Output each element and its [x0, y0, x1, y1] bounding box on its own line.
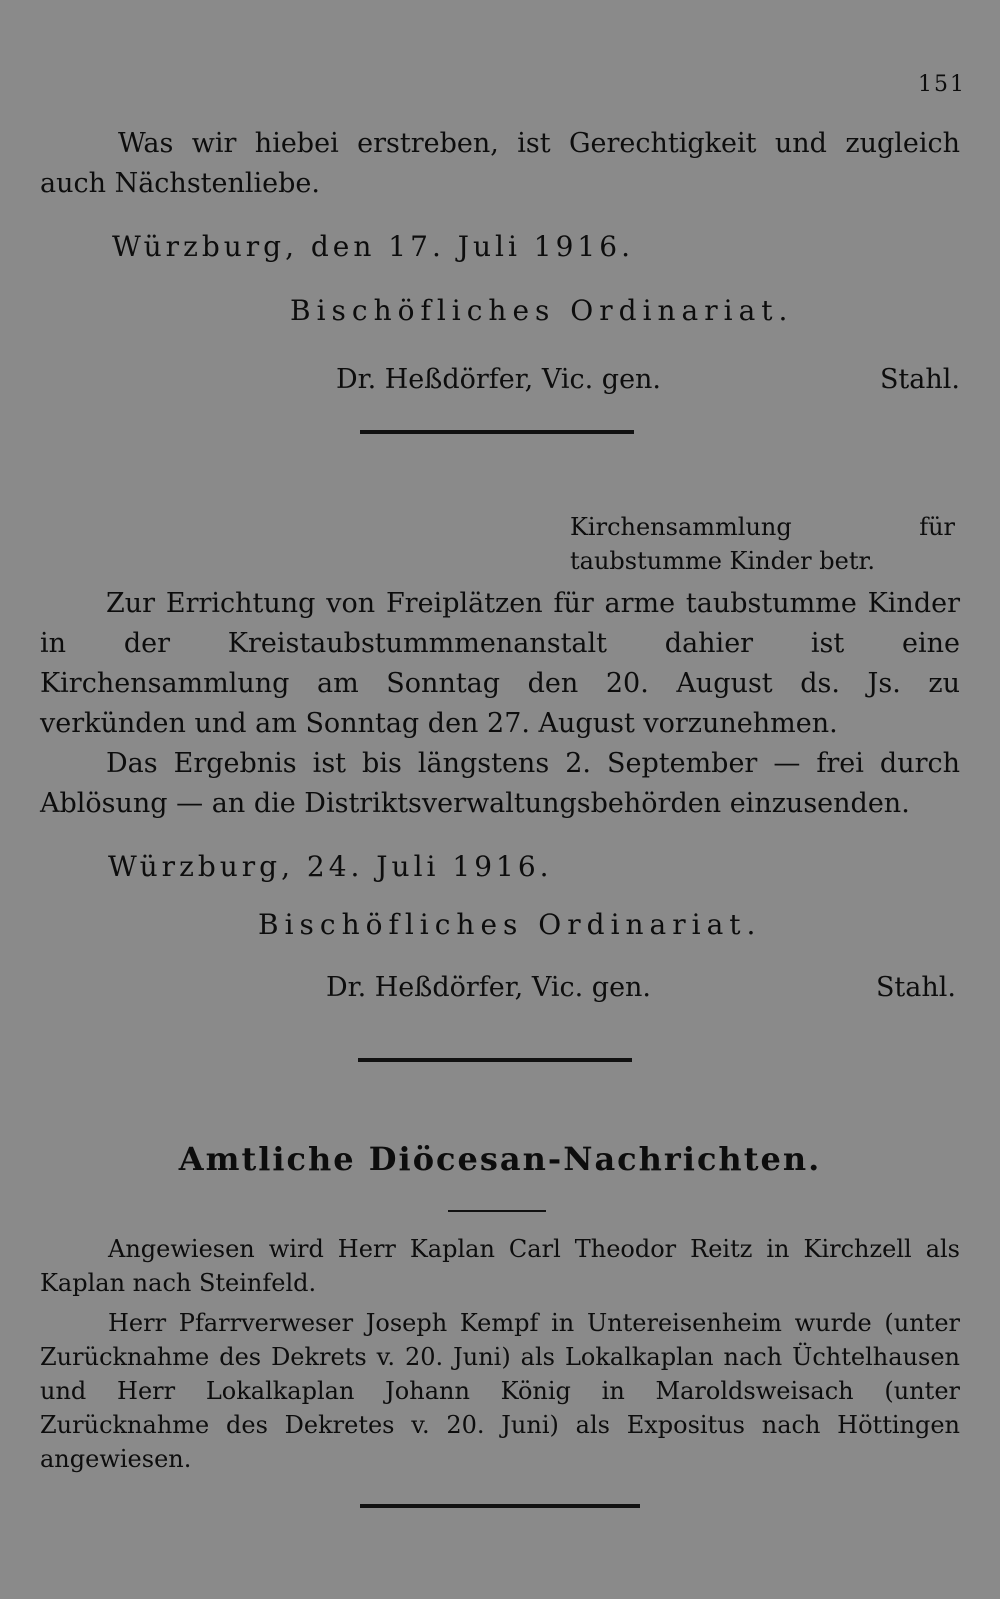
- place-date-1: Würzburg, den 17. Juli 1916.: [112, 230, 634, 263]
- signer-left-2: Dr. Heßdörfer, Vic. gen.: [326, 972, 652, 1003]
- news-paragraph-2: Herr Pfarrverweser Joseph Kempf in Untereisenheim wurde (unter Zurücknahme des Dekrets v. 20. Juni) als Lokalkaplan nach Üchtelhausen und Herr Lokalkaplan Johann König in Maroldsweisach (unter Zurücknahme des Dekretes v. 20. Juni) als Expositus nach Höttingen angewiesen.: [40, 1309, 960, 1473]
- margin-note: Kirchensammlung für taubstumme Kinder betr.: [570, 513, 955, 575]
- signer-right-2: Stahl.: [875, 972, 956, 1003]
- authority-2: Bischöfliches Ordinariat.: [258, 908, 762, 941]
- separator-rule-3: [360, 1504, 640, 1508]
- signer-right-1: Stahl.: [879, 364, 960, 395]
- heading-rule: [448, 1210, 546, 1212]
- news-heading: Amtliche Diöcesan-Nachrichten.: [178, 1140, 822, 1178]
- place-date-2: Würzburg, 24. Juli 1916.: [108, 850, 553, 883]
- authority-1: Bischöfliches Ordinariat.: [290, 294, 794, 327]
- news-paragraph-1: Angewiesen wird Herr Kaplan Carl Theodor Reitz in Kirchzell als Kaplan nach Steinfeld.: [40, 1235, 960, 1297]
- closing-paragraph: Was wir hiebei erstreben, ist Gerechtigkeit und zugleich auch Nächstenliebe.: [40, 128, 960, 199]
- result-paragraph: Das Ergebnis ist bis längstens 2. September — frei durch Ablösung — an die Distriktsverwaltungsbehörden einzusenden.: [40, 748, 960, 819]
- signer-left-1: Dr. Heßdörfer, Vic. gen.: [336, 364, 662, 395]
- page-number: 151: [918, 72, 966, 97]
- separator-rule-1: [360, 430, 634, 434]
- collection-paragraph: Zur Errichtung von Freiplätzen für arme taubstumme Kinder in der Kreistaubstummmenanstalt dahier ist eine Kirchensammlung am Sonntag den 20. August ds. Js. zu verkünden und am Sonntag den 27. August vorzunehmen.: [40, 588, 960, 739]
- separator-rule-2: [358, 1058, 632, 1062]
